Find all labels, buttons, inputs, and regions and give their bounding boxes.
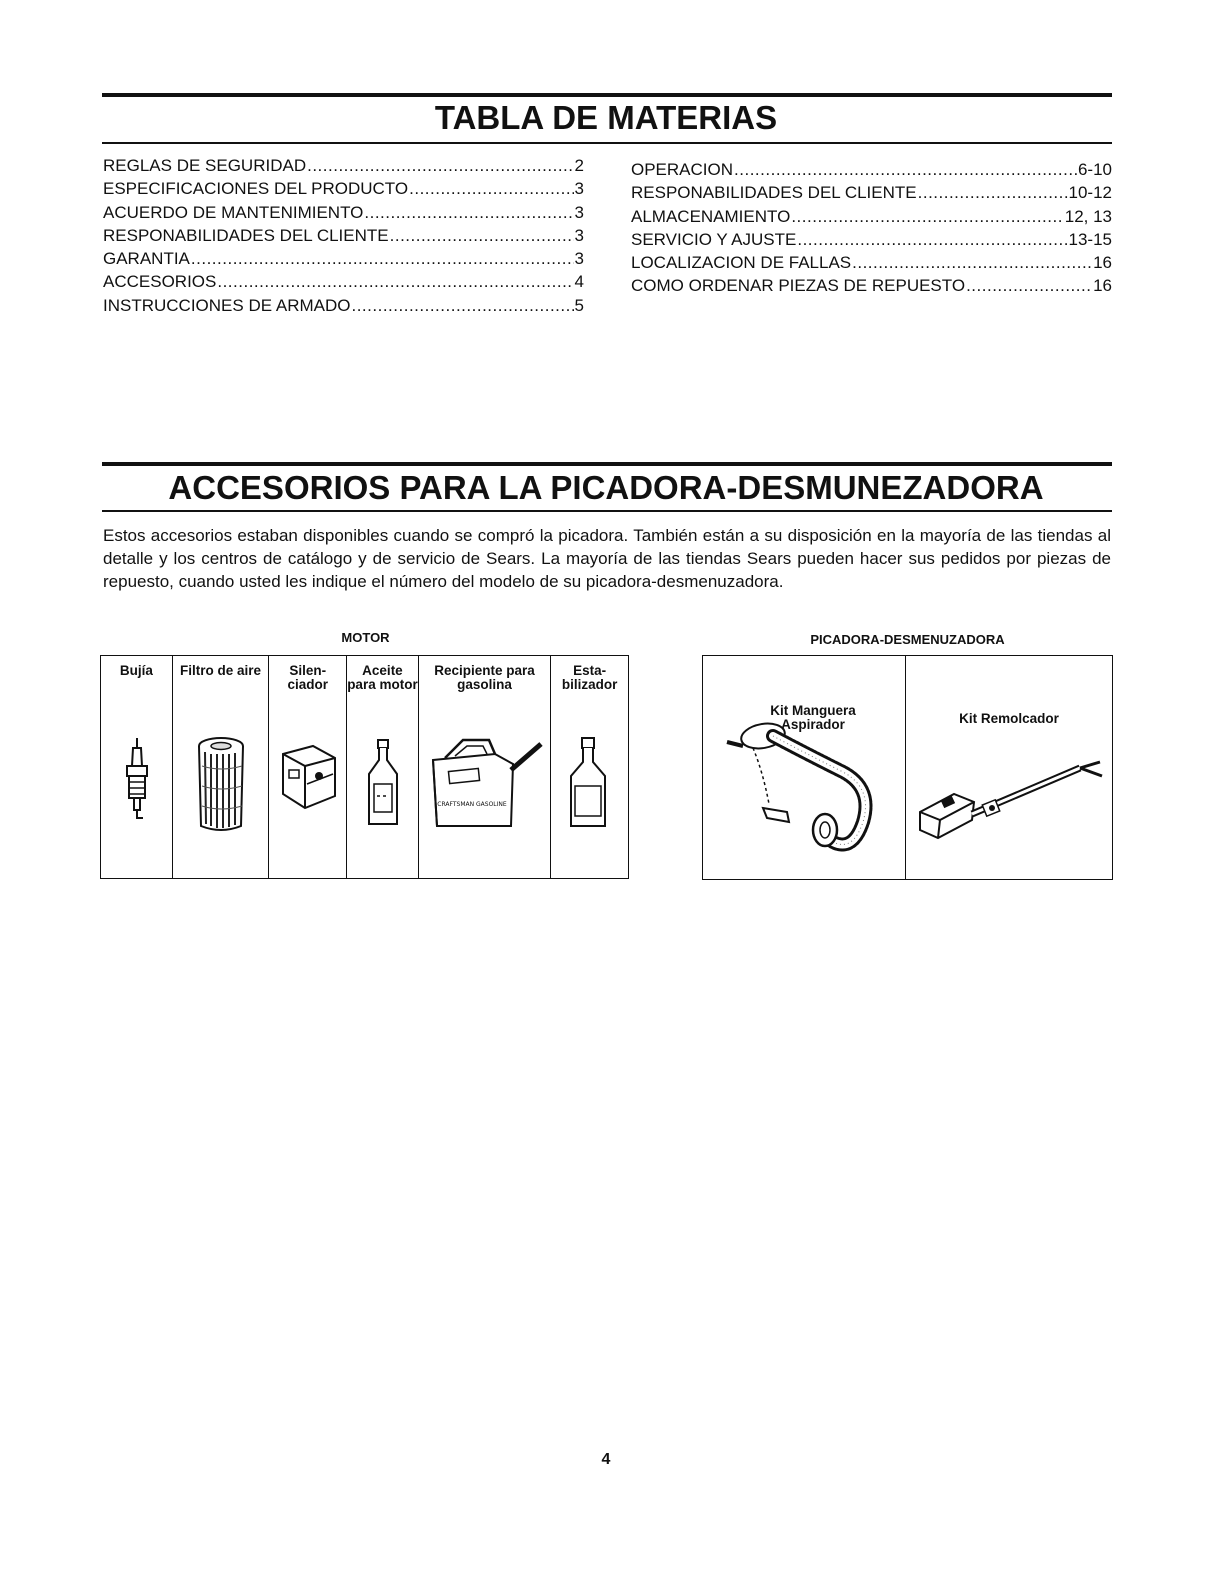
page-number: 4 <box>601 1451 611 1468</box>
spark-plug-icon <box>121 736 153 826</box>
toc-top-rule <box>102 93 1112 97</box>
toc-entry-page: 4 <box>574 272 584 292</box>
accessory-muffler <box>269 656 347 878</box>
oil-bottle-icon <box>365 738 401 830</box>
toc-leader-dots <box>409 177 573 200</box>
toc-entry <box>103 224 584 247</box>
accessories-bottom-rule <box>102 510 1112 512</box>
accessory-label: Recipiente para gasolina <box>434 663 535 692</box>
accessories-intro: Estos accesorios estaban disponibles cuando se compró la picadora. También están a su disposición en la mayoría de las tiendas al detalle y los centros de catálogo y de servicio de Sears. La mayoría de las tiendas Sears pueden hacer sus pedidos por piezas de repuesto, cuando usted les indique el número del modelo de su picadora-desmenuzadora. <box>103 526 1111 591</box>
tow-kit-icon <box>914 758 1109 848</box>
toc-leader-dots <box>918 181 1068 204</box>
toc-entry-page: 6-10 <box>1077 160 1112 179</box>
toc-entry-page: 2 <box>574 156 584 175</box>
toc-entry-label: LOCALIZACION DE FALLAS <box>631 253 852 273</box>
toc-entry <box>103 294 584 317</box>
toc-title: TABLA DE MATERIAS <box>434 99 778 136</box>
gas-can-icon <box>425 734 549 834</box>
toc-left-column <box>103 154 584 317</box>
toc-entry-label: OPERACION <box>631 160 734 179</box>
shredder-accessories-table <box>702 655 1113 880</box>
accessory-label: Kit Manguera Aspirador <box>770 703 856 732</box>
accessory-label: Kit Remolcador <box>959 711 1059 726</box>
accessory-label: Esta- bilizador <box>561 663 618 692</box>
toc-entry-page: 12, 13 <box>1064 206 1112 226</box>
toc-entry-page: 3 <box>574 202 584 222</box>
toc-leader-dots <box>734 158 1077 181</box>
toc-entry-label: RESPONABILIDADES DEL CLIENTE <box>631 183 917 203</box>
toc-leader-dots <box>797 228 1067 251</box>
toc-bottom-rule <box>102 142 1112 144</box>
accessory-label: Bujía <box>119 663 153 678</box>
toc-entry-page: 16 <box>1093 276 1112 296</box>
toc-entry-label: SERVICIO Y AJUSTE <box>631 229 797 249</box>
toc-entry-label: COMO ORDENAR PIEZAS DE REPUESTO <box>631 276 966 296</box>
toc-entry <box>631 181 1112 204</box>
accessory-air-filter <box>173 656 270 878</box>
toc-entry <box>631 251 1112 274</box>
accessory-stabilizer <box>551 656 628 878</box>
toc-leader-dots <box>307 154 573 177</box>
accessory-engine-oil <box>347 656 419 878</box>
toc-entry-label: ESPECIFICACIONES DEL PRODUCTO <box>103 179 409 199</box>
shredder-caption: PICADORA-DESMENUZADORA <box>810 632 1005 647</box>
toc-entry-label: ACCESORIOS <box>103 272 217 292</box>
accessories-top-rule <box>102 462 1112 466</box>
accessory-label: Aceite para motor <box>347 663 418 692</box>
motor-accessories-table <box>100 655 629 879</box>
toc-leader-dots <box>364 201 573 224</box>
air-filter-icon <box>195 736 247 836</box>
toc-entry <box>631 274 1112 297</box>
stabilizer-bottle-icon <box>567 736 609 832</box>
toc-leader-dots <box>966 274 1092 297</box>
muffler-icon <box>277 744 339 814</box>
toc-entry <box>631 228 1112 251</box>
toc-entry-page: 3 <box>574 225 584 245</box>
toc-entry <box>103 247 584 270</box>
toc-entry <box>103 177 584 200</box>
accessory-tow-kit <box>906 656 1112 879</box>
toc-entry-page: 16 <box>1093 253 1112 273</box>
accessory-spark-plug <box>101 656 173 878</box>
gas-can-text: CRAFTSMAN GASOLINE <box>437 801 507 808</box>
motor-caption: MOTOR <box>341 630 390 645</box>
toc-entry-page: 10-12 <box>1068 183 1112 203</box>
toc-leader-dots <box>217 270 573 293</box>
toc-entry-label: RESPONABILIDADES DEL CLIENTE <box>103 225 389 245</box>
toc-entry-label: REGLAS DE SEGURIDAD <box>103 156 307 175</box>
toc-entry <box>103 201 584 224</box>
accessories-title: ACCESORIOS PARA LA PICADORA-DESMUNEZADORA <box>168 469 1044 506</box>
toc-entry <box>103 270 584 293</box>
toc-leader-dots <box>791 205 1063 228</box>
toc-entry-page: 13-15 <box>1068 229 1112 249</box>
toc-leader-dots <box>351 294 573 317</box>
toc-entry-page: 5 <box>574 295 584 315</box>
accessory-vacuum-hose-kit <box>703 656 906 879</box>
accessory-label: Filtro de aire <box>180 663 262 678</box>
toc-entry-page: 3 <box>574 179 584 199</box>
toc-entry-label: GARANTIA <box>103 249 190 269</box>
vacuum-hose-icon <box>713 712 903 862</box>
toc-entry-label: ACUERDO DE MANTENIMIENTO <box>103 202 364 222</box>
toc-leader-dots <box>191 247 574 270</box>
toc-entry <box>631 158 1112 181</box>
toc-leader-dots <box>390 224 574 247</box>
toc-right-column <box>631 158 1112 298</box>
toc-entry-label: ALMACENAMIENTO <box>631 206 791 226</box>
toc-entry <box>103 154 584 177</box>
accessory-gas-can <box>419 656 552 878</box>
toc-entry-label: INSTRUCCIONES DE ARMADO <box>103 295 351 315</box>
accessory-label: Silen- ciador <box>287 663 328 692</box>
toc-leader-dots <box>852 251 1092 274</box>
toc-entry-page: 3 <box>574 249 584 269</box>
toc-entry <box>631 205 1112 228</box>
